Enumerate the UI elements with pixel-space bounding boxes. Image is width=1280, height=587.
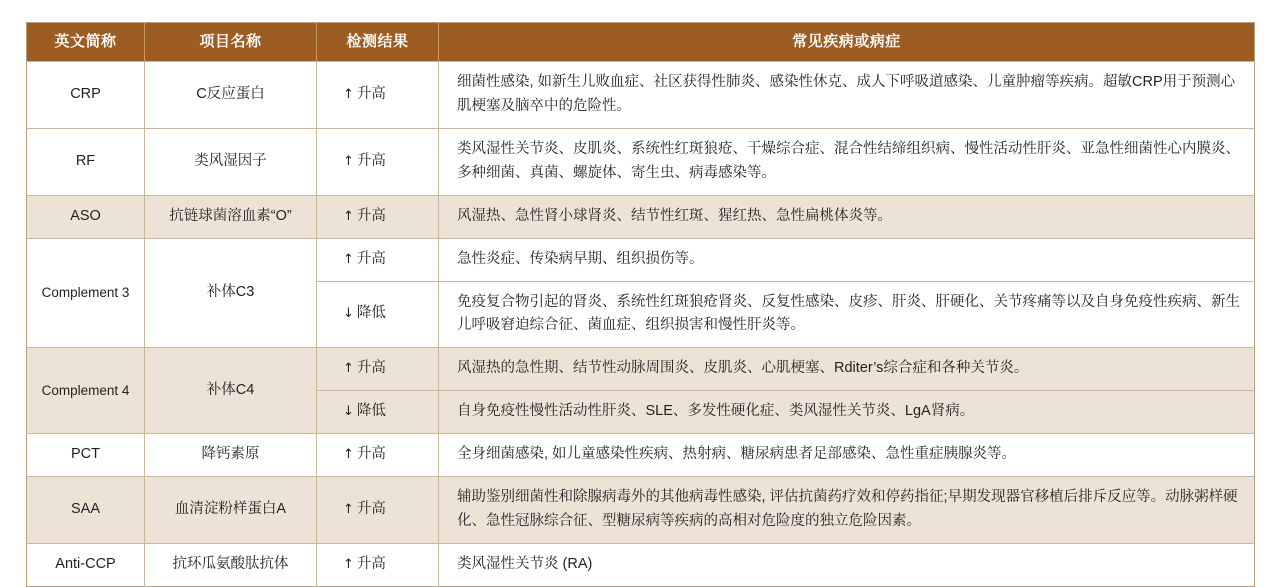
table-row [27,62,1255,129]
header-row [27,23,1255,62]
cell-disease-description: 类风湿性关节炎、皮肌炎、系统性红斑狼疮、干燥综合症、混合性结缔组织病、慢性活动性肝炎、亚急性细菌性心内膜炎、多种细菌、真菌、螺旋体、寄生虫、病毒感染等。 [439,128,1255,195]
cell-item-name: 补体C4 [145,348,317,434]
result-label: 升高 [356,207,386,224]
cell-abbreviation: RF [27,128,145,195]
cell-disease-description: 细菌性感染, 如新生儿败血症、社区获得性肺炎、感染性休克、成人下呼吸道感染、儿童肿瘤等疾病。超敏CRP用于预测心肌梗塞及脑卒中的危险性。 [439,62,1255,129]
cell-abbreviation: Anti-CCP [27,543,145,586]
table-row [27,238,1255,281]
cell-item-name: 补体C3 [145,238,317,348]
result-label: 升高 [356,501,386,518]
cell-abbreviation: PCT [27,434,145,477]
cell-abbreviation: CRP [27,62,145,129]
arrow-up-icon: ↑ [343,153,354,169]
result-label: 升高 [356,85,386,102]
cell-item-name: 抗链球菌溶血素“O” [145,195,317,238]
result-label: 降低 [356,403,386,420]
table-row [27,434,1255,477]
cell-result [317,128,439,195]
cell-result [317,62,439,129]
cell-disease-description: 全身细菌感染, 如儿童感染性疾病、热射病、糖尿病患者足部感染、急性重症胰腺炎等。 [439,434,1255,477]
cell-result [317,238,439,281]
cell-disease-description: 风湿热、急性肾小球肾炎、结节性红斑、猩红热、急性扁桃体炎等。 [439,195,1255,238]
cell-item-name: 血清淀粉样蛋白A [145,477,317,544]
cell-disease-description: 免疫复合物引起的肾炎、系统性红斑狼疮肾炎、反复性感染、皮疹、肝炎、肝硬化、关节疼痛等以及自身免疫性疾病、新生儿呼吸窘迫综合征、菌血症、组织损害和慢性肝炎等。 [439,281,1255,348]
cell-disease-description: 急性炎症、传染病早期、组织损伤等。 [439,238,1255,281]
column-header-disease: 常见疾病或病症 [439,23,1255,62]
result-label: 升高 [356,555,386,572]
lab-marker-table [26,22,1255,587]
cell-abbreviation: ASO [27,195,145,238]
table-header [27,23,1255,62]
cell-result [317,434,439,477]
arrow-up-icon: ↑ [343,502,354,518]
cell-disease-description: 自身免疫性慢性活动性肝炎、SLE、多发性硬化症、类风湿性关节炎、LgA肾病。 [439,391,1255,434]
cell-result [317,281,439,348]
cell-item-name: 抗环瓜氨酸肽抗体 [145,543,317,586]
arrow-down-icon: ↓ [343,306,354,322]
table-row [27,128,1255,195]
cell-item-name: 类风湿因子 [145,128,317,195]
result-label: 降低 [356,305,386,322]
table-row [27,543,1255,586]
cell-item-name: 降钙素原 [145,434,317,477]
cell-disease-description: 类风湿性关节炎 (RA) [439,543,1255,586]
arrow-down-icon: ↓ [343,404,354,420]
table-row [27,477,1255,544]
cell-disease-description: 风湿热的急性期、结节性动脉周围炎、皮肌炎、心肌梗塞、Rditer’s综合症和各种关节炎。 [439,348,1255,391]
cell-result [317,543,439,586]
table-row [27,348,1255,391]
cell-item-name: C反应蛋白 [145,62,317,129]
arrow-up-icon: ↑ [343,86,354,102]
arrow-up-icon: ↑ [343,556,354,572]
column-header-item: 项目名称 [145,23,317,62]
arrow-up-icon: ↑ [343,447,354,463]
result-label: 升高 [356,446,386,463]
result-label: 升高 [356,360,386,377]
arrow-up-icon: ↑ [343,361,354,377]
cell-result [317,391,439,434]
column-header-result: 检测结果 [317,23,439,62]
arrow-up-icon: ↑ [343,208,354,224]
table-row [27,195,1255,238]
column-header-abbr: 英文简称 [27,23,145,62]
cell-result [317,195,439,238]
cell-result [317,477,439,544]
cell-abbreviation: Complement 3 [27,238,145,348]
cell-abbreviation: Complement 4 [27,348,145,434]
cell-abbreviation: SAA [27,477,145,544]
table-body [27,62,1255,587]
result-label: 升高 [356,250,386,267]
cell-disease-description: 辅助鉴别细菌性和除腺病毒外的其他病毒性感染, 评估抗菌药疗效和停药指征;早期发现器官移植后排斥反应等。动脉粥样硬化、急性冠脉综合征、型糖尿病等疾病的高相对危险度的独立危险因素。 [439,477,1255,544]
cell-result [317,348,439,391]
result-label: 升高 [356,152,386,169]
arrow-up-icon: ↑ [343,251,354,267]
